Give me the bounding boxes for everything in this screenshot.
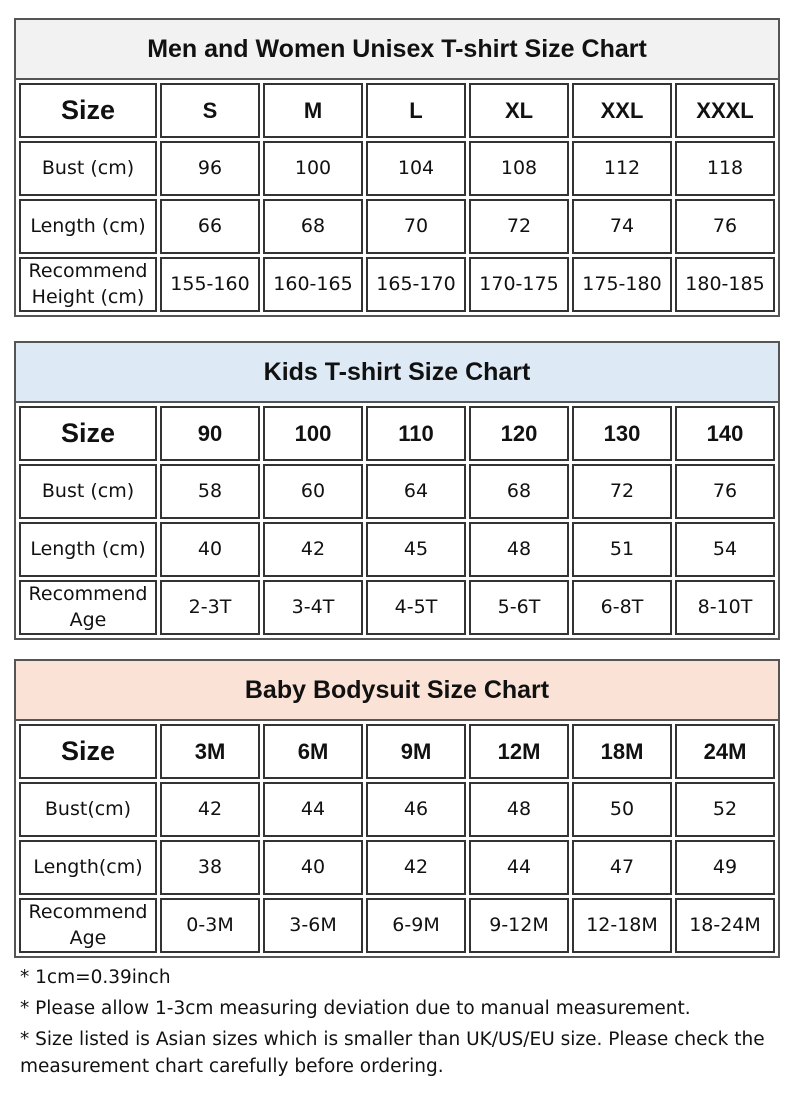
value-cell: 160-165	[263, 257, 363, 312]
value-cell: 51	[572, 522, 672, 577]
row-label: Bust (cm)	[19, 141, 157, 196]
note-deviation: * Please allow 1-3cm measuring deviation due to manual measurement.	[20, 997, 691, 1019]
notes	[20, 964, 790, 1084]
row-label: Recommend Age	[19, 580, 157, 635]
value-cell: 66	[160, 199, 260, 254]
bust-row	[19, 141, 775, 196]
row-label: Recommend Age	[19, 898, 157, 953]
row-label: Size	[19, 406, 157, 461]
kids-size-chart	[14, 341, 780, 640]
size-cell: 12M	[469, 724, 569, 779]
value-cell: 155-160	[160, 257, 260, 312]
value-cell: 38	[160, 840, 260, 895]
value-cell: 42	[366, 840, 466, 895]
row-label: Length(cm)	[19, 840, 157, 895]
value-cell: 170-175	[469, 257, 569, 312]
value-cell: 6-9M	[366, 898, 466, 953]
size-row	[19, 724, 775, 779]
value-cell: 45	[366, 522, 466, 577]
size-table	[16, 721, 778, 956]
value-cell: 118	[675, 141, 775, 196]
value-cell: 76	[675, 199, 775, 254]
value-cell: 3-6M	[263, 898, 363, 953]
size-cell: 110	[366, 406, 466, 461]
value-cell: 47	[572, 840, 672, 895]
value-cell: 40	[160, 522, 260, 577]
value-cell: 72	[572, 464, 672, 519]
value-cell: 104	[366, 141, 466, 196]
value-cell: 60	[263, 464, 363, 519]
note-conversion: * 1cm=0.39inch	[20, 967, 171, 988]
size-cell: 6M	[263, 724, 363, 779]
value-cell: 42	[263, 522, 363, 577]
size-table	[16, 80, 778, 315]
row-label: Size	[19, 83, 157, 138]
value-cell: 49	[675, 840, 775, 895]
value-cell: 112	[572, 141, 672, 196]
bust-row	[19, 782, 775, 837]
value-cell: 50	[572, 782, 672, 837]
size-cell: 100	[263, 406, 363, 461]
value-cell: 68	[263, 199, 363, 254]
value-cell: 0-3M	[160, 898, 260, 953]
value-cell: 8-10T	[675, 580, 775, 635]
unisex-size-chart	[14, 18, 780, 317]
size-cell: XXL	[572, 83, 672, 138]
value-cell: 64	[366, 464, 466, 519]
value-cell: 2-3T	[160, 580, 260, 635]
recommend-row	[19, 257, 775, 312]
size-row	[19, 406, 775, 461]
value-cell: 44	[263, 782, 363, 837]
size-cell: S	[160, 83, 260, 138]
chart-title: Baby Bodysuit Size Chart	[16, 661, 778, 721]
size-cell: 18M	[572, 724, 672, 779]
baby-size-chart	[14, 659, 780, 958]
value-cell: 108	[469, 141, 569, 196]
recommend-row	[19, 898, 775, 953]
value-cell: 180-185	[675, 257, 775, 312]
row-label: Bust(cm)	[19, 782, 157, 837]
length-row	[19, 840, 775, 895]
value-cell: 44	[469, 840, 569, 895]
size-cell: XL	[469, 83, 569, 138]
size-cell: XXXL	[675, 83, 775, 138]
row-label: Bust (cm)	[19, 464, 157, 519]
value-cell: 46	[366, 782, 466, 837]
value-cell: 3-4T	[263, 580, 363, 635]
value-cell: 52	[675, 782, 775, 837]
row-label: Length (cm)	[19, 522, 157, 577]
value-cell: 76	[675, 464, 775, 519]
value-cell: 165-170	[366, 257, 466, 312]
recommend-row	[19, 580, 775, 635]
value-cell: 48	[469, 522, 569, 577]
note-asian-sizes: * Size listed is Asian sizes which is smaller than UK/US/EU size. Please check the measurement chart carefully before ordering.	[20, 1028, 765, 1078]
row-label: Recommend Height (cm)	[19, 257, 157, 312]
size-row	[19, 83, 775, 138]
size-cell: M	[263, 83, 363, 138]
value-cell: 68	[469, 464, 569, 519]
size-cell: 24M	[675, 724, 775, 779]
value-cell: 72	[469, 199, 569, 254]
value-cell: 54	[675, 522, 775, 577]
value-cell: 5-6T	[469, 580, 569, 635]
length-row	[19, 199, 775, 254]
value-cell: 58	[160, 464, 260, 519]
size-table	[16, 403, 778, 638]
value-cell: 42	[160, 782, 260, 837]
value-cell: 175-180	[572, 257, 672, 312]
value-cell: 74	[572, 199, 672, 254]
value-cell: 96	[160, 141, 260, 196]
bust-row	[19, 464, 775, 519]
length-row	[19, 522, 775, 577]
size-cell: 3M	[160, 724, 260, 779]
value-cell: 100	[263, 141, 363, 196]
chart-title: Men and Women Unisex T-shirt Size Chart	[16, 20, 778, 80]
size-cell: 130	[572, 406, 672, 461]
row-label: Size	[19, 724, 157, 779]
value-cell: 6-8T	[572, 580, 672, 635]
chart-title: Kids T-shirt Size Chart	[16, 343, 778, 403]
size-cell: 140	[675, 406, 775, 461]
value-cell: 48	[469, 782, 569, 837]
value-cell: 40	[263, 840, 363, 895]
value-cell: 70	[366, 199, 466, 254]
value-cell: 12-18M	[572, 898, 672, 953]
size-cell: L	[366, 83, 466, 138]
size-cell: 120	[469, 406, 569, 461]
size-cell: 90	[160, 406, 260, 461]
value-cell: 18-24M	[675, 898, 775, 953]
size-cell: 9M	[366, 724, 466, 779]
value-cell: 9-12M	[469, 898, 569, 953]
value-cell: 4-5T	[366, 580, 466, 635]
row-label: Length (cm)	[19, 199, 157, 254]
